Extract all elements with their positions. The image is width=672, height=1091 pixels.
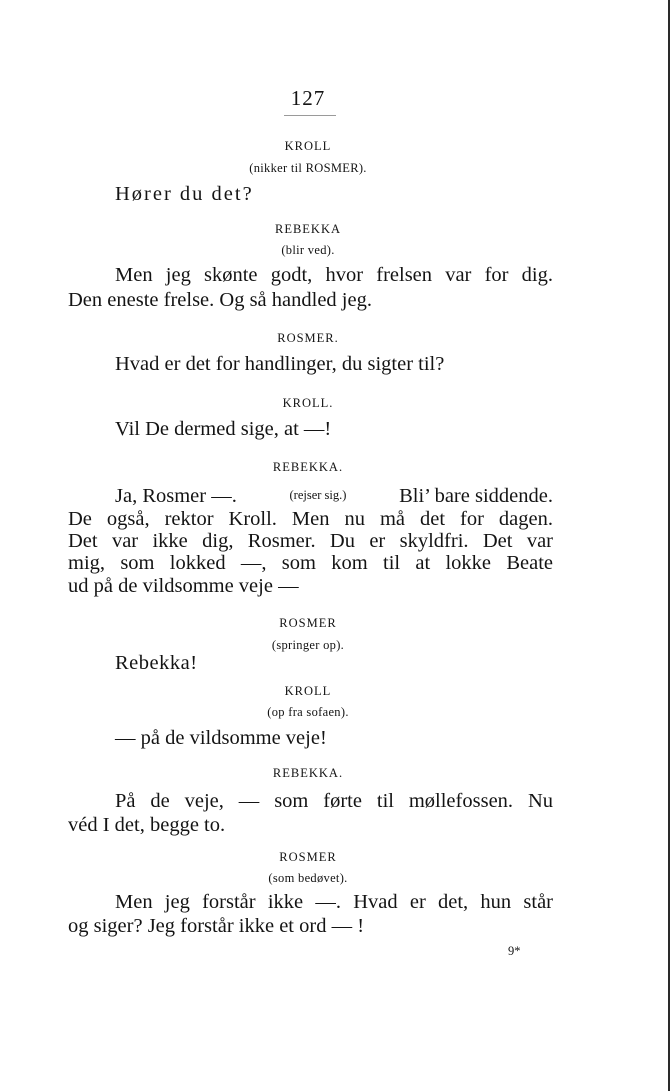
stage-direction: (som bedøvet). <box>268 871 348 885</box>
page-number-rule <box>284 115 336 116</box>
stage-direction: (op fra sofaen). <box>267 705 349 719</box>
dialogue-line: Men jeg forstår ikke —. Hvad er det, hun står <box>115 891 553 913</box>
dialogue-line: På de veje, — som førte til møllefossen. Nu <box>115 790 553 812</box>
signature-mark: 9* <box>508 944 521 958</box>
dialogue-line: Det var ikke dig, Rosmer. Du er skyldfri. Det var <box>68 530 553 552</box>
dialogue-line: De også, rektor Kroll. Men nu må det for dagen. <box>68 508 553 530</box>
dialogue-line: — på de vildsomme veje! <box>115 727 327 749</box>
speaker-name: KROLL <box>284 139 332 153</box>
dialogue-line: Hvad er det for handlinger, du sigter til? <box>115 353 445 375</box>
dialogue-line: Vil De dermed sige, at —! <box>115 418 332 440</box>
speaker-name: KROLL. <box>282 396 334 410</box>
page-number: 127 <box>290 86 326 110</box>
stage-direction: (springer op). <box>271 638 345 652</box>
dialogue-line: og siger? Jeg forstår ikke et ord — ! <box>68 915 365 937</box>
speaker-name: ROSMER <box>279 616 337 630</box>
speaker-name: ROSMER. <box>277 331 339 345</box>
dialogue-line: Men jeg skønte godt, hvor frelsen var for dig. <box>115 264 553 286</box>
dialogue-line: Hører du det? <box>115 183 254 205</box>
speaker-name: KROLL <box>284 684 332 698</box>
dialogue-line: Den eneste frelse. Og så handled jeg. <box>68 289 372 311</box>
stage-direction: (blir ved). <box>281 243 335 257</box>
dialogue-line: mig, som lokked —, som kom til at lokke Beate <box>68 552 553 574</box>
page-edge <box>668 0 670 1091</box>
dialogue-line: Rebekka! <box>115 652 198 674</box>
dialogue-line: véd I det, begge to. <box>68 814 226 836</box>
stage-direction: (nikker til ROSMER). <box>249 161 367 175</box>
dialogue-line: ud på de vildsomme veje — <box>68 575 299 597</box>
dialogue-text: Bli’ bare siddende. <box>399 485 553 507</box>
inline-stage-direction: (rejser sig.) <box>289 488 347 502</box>
speaker-name: REBEKKA. <box>272 766 344 780</box>
speaker-name: REBEKKA. <box>272 460 344 474</box>
dialogue-text: Ja, Rosmer —. <box>115 485 237 507</box>
speaker-name: REBEKKA <box>274 222 342 236</box>
dialogue-line <box>115 486 553 507</box>
speaker-name: ROSMER <box>279 850 337 864</box>
